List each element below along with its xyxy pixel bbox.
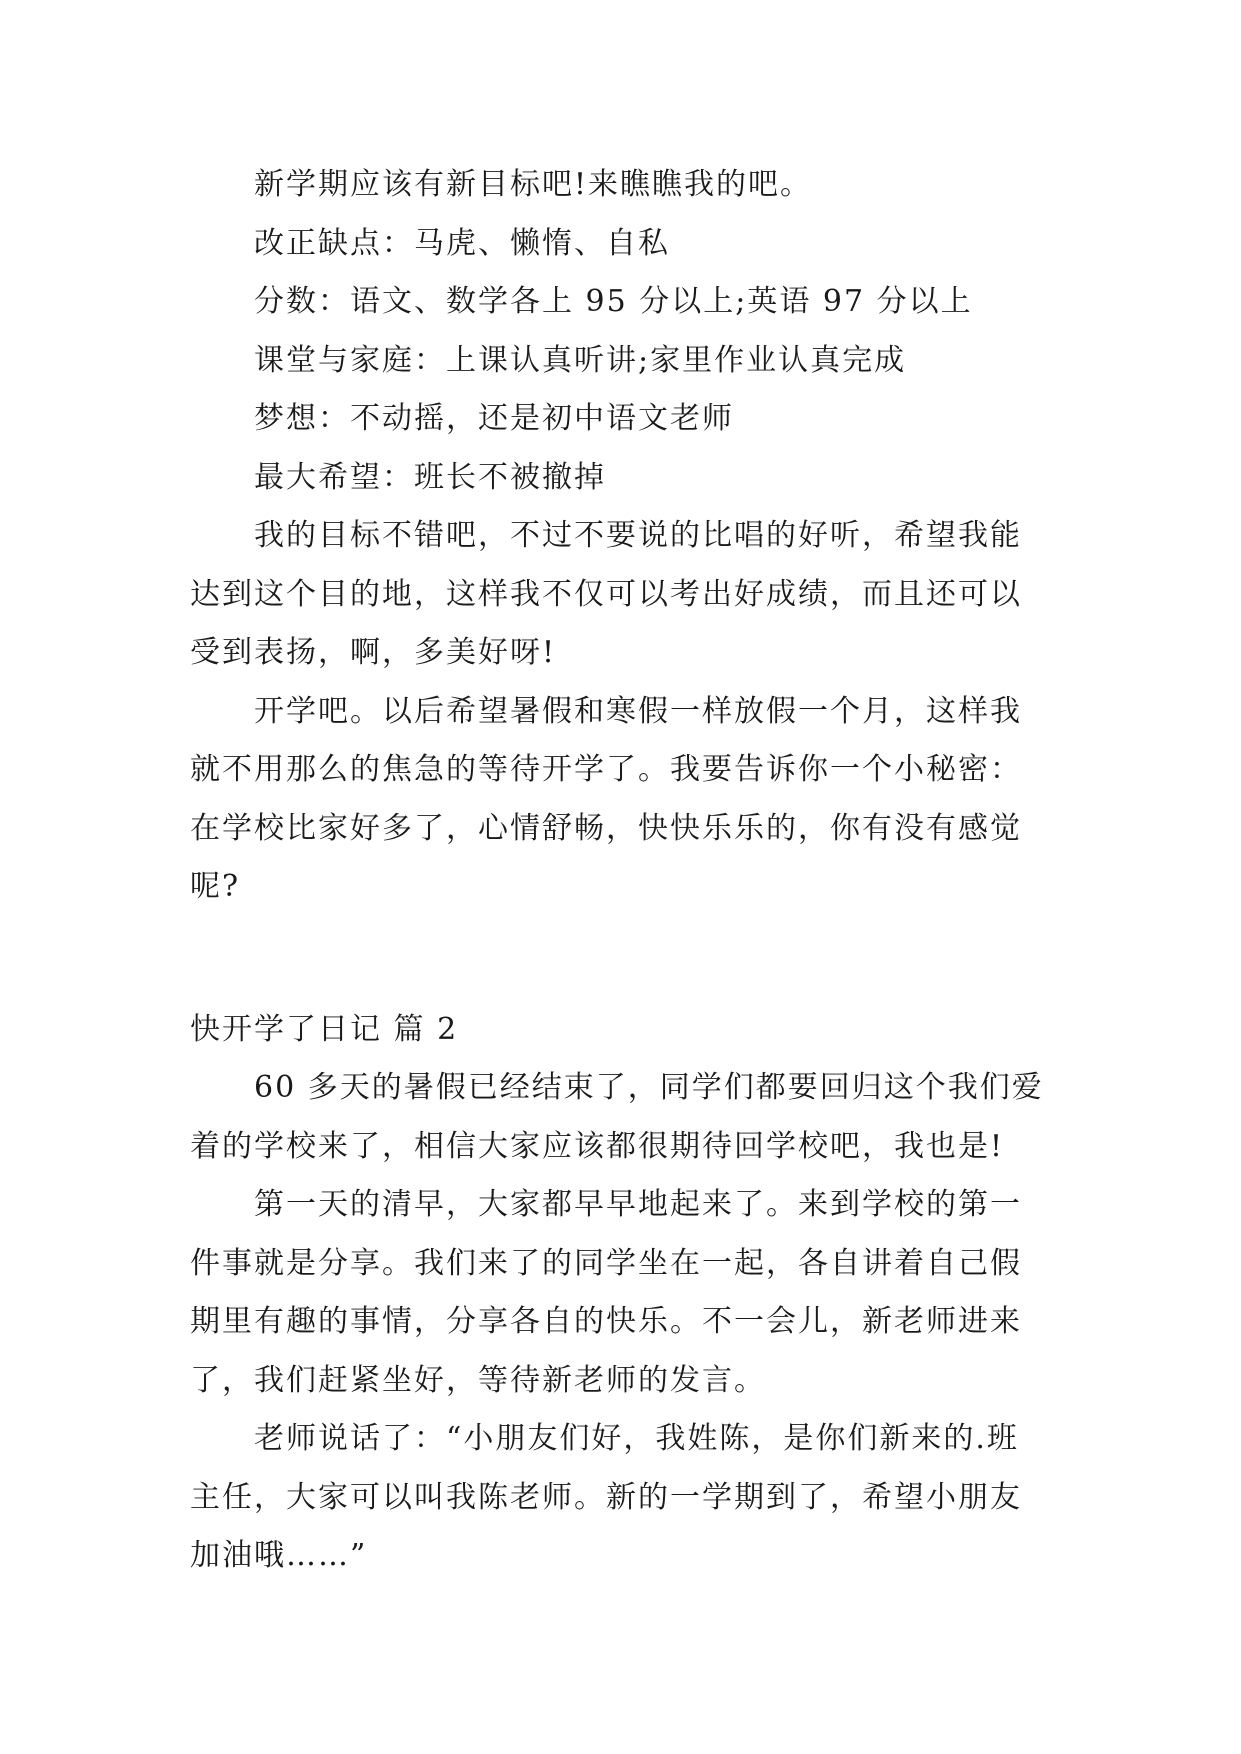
paragraph-first-day <box>190 1176 1090 1410</box>
paragraph-line: 件事就是分享。我们来了的同学坐在一起，各自讲着自己假 <box>190 1245 1022 1281</box>
paragraph-line: 就不用那么的焦急的等待开学了。我要告诉你一个小秘密： <box>190 752 1022 787</box>
goal-line-class-home: 课堂与家庭：上课认真听讲;家里作业认真完成 <box>254 342 907 378</box>
goal-intro-line: 新学期应该有新目标吧!来瞧瞧我的吧。 <box>254 167 813 202</box>
paragraph-line: 达到这个目的地，这样我不仅可以考出好成绩，而且还可以 <box>190 576 1022 612</box>
paragraph-line: 我的目标不错吧，不过不要说的比唱的好听，希望我能 <box>254 518 1022 553</box>
paragraph-teacher-speech <box>190 1410 1090 1586</box>
paragraph-school-start <box>190 683 1090 917</box>
paragraph-line: 老师说话了：“小朋友们好，我姓陈，是你们新来的.班 <box>254 1421 1019 1456</box>
paragraph-line: 受到表扬，啊，多美好呀! <box>190 635 557 670</box>
paragraph-goal-comment <box>190 507 1090 683</box>
paragraph-line: 主任，大家可以叫我陈老师。新的一学期到了，希望小朋友 <box>190 1479 1022 1515</box>
paragraph-line: 着的学校来了，相信大家应该都很期待回学校吧，我也是! <box>190 1128 1005 1164</box>
paragraph-line: 了，我们赶紧坐好，等待新老师的发言。 <box>190 1362 766 1398</box>
paragraph-line: 加油哦……” <box>190 1538 368 1573</box>
paragraph-line: 60 多天的暑假已经结束了，同学们都要回归这个我们爱 <box>254 1070 1044 1105</box>
paragraph-line: 在学校比家好多了，心情舒畅，快快乐乐的，你有没有感觉 <box>190 810 1022 846</box>
section-heading: 快开学了日记 篇 2 <box>190 1011 459 1047</box>
goal-line-scores: 分数：语文、数学各上 95 分以上;英语 97 分以上 <box>254 284 973 319</box>
paragraph-line: 开学吧。以后希望暑假和寒假一样放假一个月，这样我 <box>254 693 1022 729</box>
goal-line-faults: 改正缺点：马虎、懒惰、自私 <box>254 225 670 261</box>
paragraph-summer-end <box>190 1059 1090 1176</box>
paragraph-line: 第一天的清早，大家都早早地起来了。来到学校的第一 <box>254 1187 1022 1222</box>
goal-line-hope: 最大希望：班长不被撤掉 <box>254 459 606 495</box>
paragraph-line: 呢? <box>190 869 241 904</box>
document-body <box>190 156 1090 1586</box>
paragraph-line: 期里有趣的事情，分享各自的快乐。不一会儿，新老师进来 <box>190 1304 1022 1339</box>
goal-line-dream: 梦想：不动摇，还是初中语文老师 <box>254 401 734 436</box>
